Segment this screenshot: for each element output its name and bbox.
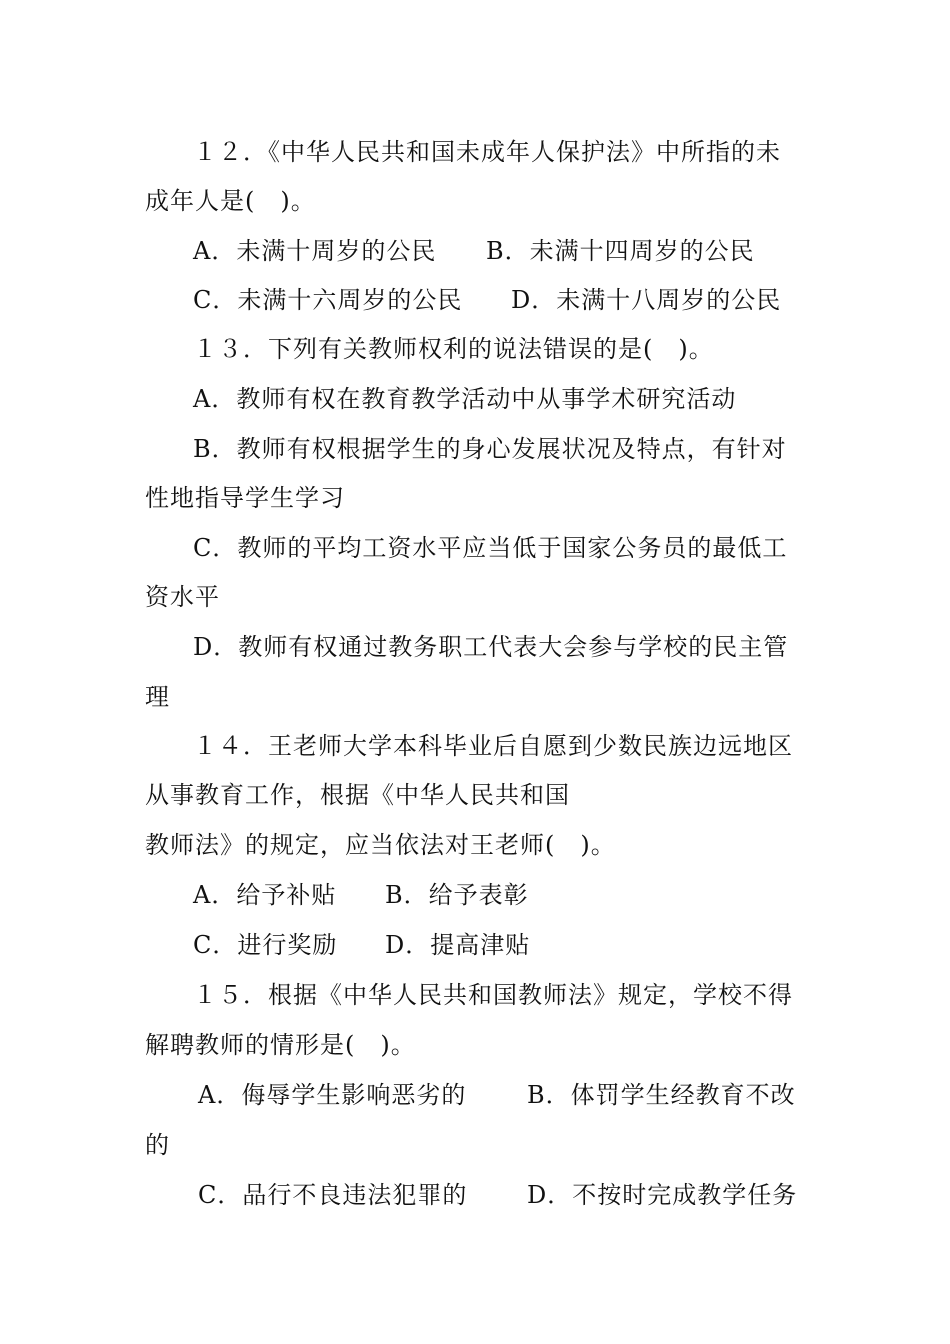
q12-option-c: C．未满十六周岁的公民 — [193, 286, 463, 314]
q14-option-a: A．给予补贴 — [193, 881, 337, 909]
q14-option-b: B．给予表彰 — [385, 881, 529, 909]
q14-stem-line3: 教师法》的规定，应当依法对王老师( )。 — [145, 831, 616, 859]
q12-stem-line2: 成年人是( )。 — [145, 187, 316, 215]
q13-stem: １３．下列有关教师权利的说法错误的是( )。 — [193, 335, 714, 363]
q15-option-a: A．侮辱学生影响恶劣的 — [198, 1081, 467, 1109]
q13-option-c-line2: 资水平 — [145, 583, 220, 611]
q14-stem-line2: 从事教育工作，根据《中华人民共和国 — [145, 781, 570, 809]
q14-stem-line1: １４．王老师大学本科毕业后自愿到少数民族边远地区 — [193, 732, 793, 760]
q12-option-a: A．未满十周岁的公民 — [193, 237, 437, 265]
q15-option-b-line2: 的 — [145, 1131, 170, 1159]
q15-option-c: C．品行不良违法犯罪的 — [198, 1181, 468, 1209]
q15-option-b-line1: B．体罚学生经教育不改 — [527, 1081, 796, 1109]
q14-option-c: C．进行奖励 — [193, 931, 338, 959]
q15-stem-line1: １５．根据《中华人民共和国教师法》规定，学校不得 — [193, 981, 793, 1009]
q15-stem-line2: 解聘教师的情形是( )。 — [145, 1031, 416, 1059]
q12-stem-line1: １２．《中华人民共和国未成年人保护法》中所指的未 — [193, 138, 781, 166]
q12-option-b: B．未满十四周岁的公民 — [486, 237, 755, 265]
q13-option-d-line1: D．教师有权通过教务职工代表大会参与学校的民主管 — [193, 633, 789, 661]
q13-option-d-line2: 理 — [145, 683, 170, 711]
q13-option-b-line1: B．教师有权根据学生的身心发展状况及特点，有针对 — [193, 435, 787, 463]
q12-option-d: D．未满十八周岁的公民 — [511, 286, 782, 314]
q13-option-b-line2: 性地指导学生学习 — [145, 484, 345, 512]
q13-option-a: A．教师有权在教育教学活动中从事学术研究活动 — [193, 385, 737, 413]
q13-option-c-line1: C．教师的平均工资水平应当低于国家公务员的最低工 — [193, 534, 788, 562]
q15-option-d: D．不按时完成教学任务 — [527, 1181, 798, 1209]
q14-option-d: D．提高津贴 — [385, 931, 531, 959]
